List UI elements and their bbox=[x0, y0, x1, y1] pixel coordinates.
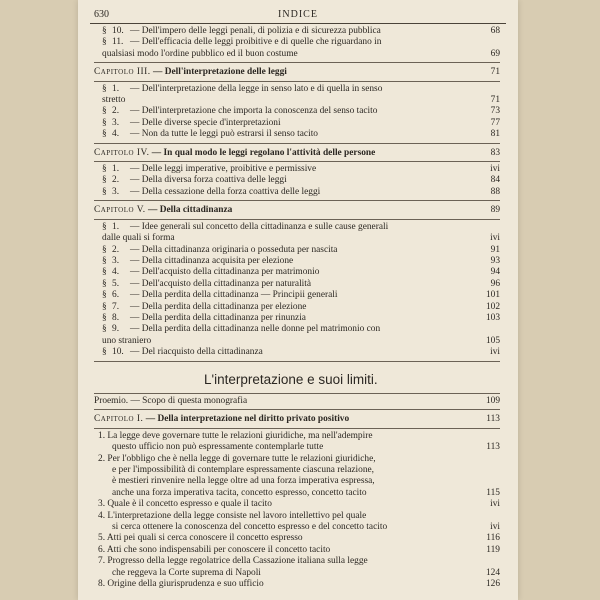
section-number: 3. bbox=[112, 186, 120, 197]
section-number: 10. bbox=[112, 26, 124, 36]
section-number: 3. bbox=[112, 117, 120, 128]
section-symbol: § bbox=[102, 267, 107, 278]
toc-entry bbox=[94, 118, 500, 129]
entry-page: 77 bbox=[490, 117, 500, 128]
toc-entry bbox=[94, 336, 500, 347]
section-symbol: § bbox=[102, 290, 107, 301]
section-symbol: § bbox=[102, 37, 107, 48]
toc-entry bbox=[94, 568, 500, 579]
header-rule bbox=[90, 23, 506, 24]
chapter-title: — Della interpretazione nel diritto privato positivo bbox=[145, 414, 350, 425]
entry-text bbox=[94, 545, 472, 556]
entry-page: 88 bbox=[490, 186, 500, 197]
entry-number: 1. bbox=[98, 430, 106, 441]
entry-text bbox=[94, 187, 472, 198]
section-symbol: § bbox=[102, 301, 107, 312]
entry-text bbox=[94, 222, 472, 233]
toc-entry bbox=[94, 533, 500, 544]
entry-line: — Della cessazione della forza coattiva delle leggi bbox=[130, 186, 321, 197]
section-number: 11. bbox=[112, 37, 124, 48]
section-symbol: § bbox=[102, 347, 107, 358]
toc-entry bbox=[94, 313, 500, 324]
entry-line: La legge deve governare tutte le relazioni giuridiche, ma nell'adempire bbox=[107, 430, 373, 441]
entry-number: 3. bbox=[98, 499, 106, 510]
entry-page: 102 bbox=[485, 301, 500, 312]
entry-line: L'interpretazione della legge consiste nel lavoro intellettivo pel quale bbox=[107, 510, 367, 521]
section-number: 1. bbox=[112, 83, 120, 94]
section-number: 4. bbox=[112, 129, 120, 140]
toc-entry bbox=[94, 222, 500, 233]
section-number: 6. bbox=[112, 290, 120, 301]
entry-page: 126 bbox=[485, 579, 500, 590]
entry-line: Atti che sono indispensabili per conoscere il concetto tacito bbox=[106, 544, 331, 555]
entry-line: stretto bbox=[102, 95, 126, 106]
toc-entry bbox=[94, 556, 500, 567]
entry-page: ivi bbox=[490, 164, 500, 175]
toc-entry bbox=[94, 511, 500, 522]
section-number: 2. bbox=[112, 175, 120, 186]
entry-text bbox=[94, 313, 472, 324]
toc-entry bbox=[94, 84, 500, 95]
entry-line: — Dell'interpretazione della legge in senso lato e di quella in senso bbox=[130, 83, 383, 94]
toc-entry bbox=[94, 290, 500, 301]
entry-line: uno straniero bbox=[102, 335, 152, 346]
entry-line: — Dell'impero delle leggi penali, di polizia e di sicurezza pubblica bbox=[130, 26, 381, 36]
entry-text bbox=[94, 129, 472, 140]
entry-line: Origine della giurisprudenza e suo ufficio bbox=[107, 579, 264, 590]
entry-number: 7. bbox=[98, 556, 106, 567]
divider bbox=[94, 409, 500, 410]
section-symbol: § bbox=[102, 244, 107, 255]
section-symbol: § bbox=[102, 106, 107, 117]
entry-line: Per l'obbligo che è nella legge di governare tutte le relazioni giuridiche, bbox=[107, 453, 376, 464]
chapter-label: Capitolo III. bbox=[94, 67, 151, 78]
section-symbol: § bbox=[102, 221, 107, 232]
entry-text bbox=[94, 256, 472, 267]
entry-line: — Della perdita della cittadinanza per rinunzia bbox=[130, 312, 306, 323]
book-page bbox=[78, 0, 518, 600]
entry-text bbox=[94, 106, 472, 117]
entry-line: — Dell'efficacia delle leggi proibitive e di quelle che riguardano in bbox=[130, 37, 382, 48]
entry-line: qualsiasi modo l'ordine pubblico ed il buon costume bbox=[102, 48, 298, 59]
section-symbol: § bbox=[102, 186, 107, 197]
entry-text bbox=[94, 488, 472, 499]
entry-text bbox=[94, 95, 472, 106]
entry-page: 71 bbox=[490, 95, 500, 106]
entry-line: — Della cittadinanza acquisita per elezione bbox=[130, 255, 294, 266]
entry-text bbox=[94, 279, 472, 290]
entry-page: 116 bbox=[486, 533, 500, 544]
section-number: 5. bbox=[112, 278, 120, 289]
section-symbol: § bbox=[102, 26, 107, 36]
entry-text bbox=[94, 454, 472, 465]
section-symbol: § bbox=[102, 312, 107, 323]
running-header bbox=[78, 6, 518, 22]
entry-line: — Della perdita della cittadinanza — Principii generali bbox=[130, 290, 338, 301]
toc-entry bbox=[94, 49, 500, 60]
part-title: L'interpretazione e suoi limiti. bbox=[204, 371, 378, 387]
divider bbox=[94, 161, 500, 162]
entry-page: 119 bbox=[486, 544, 500, 555]
entry-text bbox=[94, 49, 472, 60]
entry-number: 6. bbox=[98, 544, 106, 555]
chapter-heading bbox=[94, 205, 500, 216]
table-of-contents bbox=[94, 26, 500, 590]
entry-line: — Della cittadinanza originaria o posseduta per nascita bbox=[130, 244, 338, 255]
entry-page: 101 bbox=[485, 290, 500, 301]
divider bbox=[94, 428, 500, 429]
chapter-label: Capitolo I. bbox=[94, 414, 144, 425]
entry-page: ivi bbox=[490, 522, 500, 533]
section-number: 7. bbox=[112, 301, 120, 312]
entry-page: ivi bbox=[490, 347, 500, 358]
toc-entry bbox=[94, 302, 500, 313]
divider bbox=[94, 81, 500, 82]
entry-line: — Della perdita della cittadinanza per elezione bbox=[130, 301, 307, 312]
entry-text bbox=[94, 511, 472, 522]
entry-text bbox=[94, 267, 472, 278]
section-number: 2. bbox=[112, 244, 120, 255]
toc-entry bbox=[94, 347, 500, 358]
entry-line: Atti pei quali si cerca conoscere il concetto espresso bbox=[106, 533, 303, 544]
proemio-text: Proemio. — Scopo di questa monografia bbox=[94, 395, 248, 406]
entry-number: 5. bbox=[98, 533, 106, 544]
divider bbox=[94, 219, 500, 220]
divider bbox=[94, 361, 500, 362]
toc-entry bbox=[94, 164, 500, 175]
entry-number: 4. bbox=[98, 510, 106, 521]
section-symbol: § bbox=[102, 324, 107, 335]
entry-line: dalle quali si forma bbox=[102, 233, 175, 244]
running-title: INDICE bbox=[278, 9, 318, 20]
entry-line: questo ufficio non può espressamente contemplarle tutte bbox=[112, 442, 324, 453]
entry-text bbox=[94, 245, 472, 256]
entry-text bbox=[94, 336, 472, 347]
section-number: 8. bbox=[112, 312, 120, 323]
chapter-page: 89 bbox=[490, 205, 500, 216]
divider bbox=[94, 200, 500, 201]
entry-line: è mestieri rinvenire nella legge oltre ad una forza imperativa espressa, bbox=[112, 476, 375, 487]
toc-entry bbox=[94, 279, 500, 290]
divider bbox=[94, 62, 500, 63]
chapter-page: 71 bbox=[490, 67, 500, 78]
entry-text bbox=[94, 533, 472, 544]
entry-page: 124 bbox=[485, 567, 500, 578]
chapter-text bbox=[94, 148, 472, 159]
section-symbol: § bbox=[102, 164, 107, 175]
chapter-page: 83 bbox=[490, 147, 500, 158]
entry-page: 94 bbox=[490, 267, 500, 278]
section-number: 1. bbox=[112, 221, 120, 232]
section-symbol: § bbox=[102, 117, 107, 128]
entry-text bbox=[94, 37, 472, 48]
toc-entry bbox=[94, 442, 500, 453]
entry-text bbox=[94, 476, 472, 487]
entry-page: 96 bbox=[490, 278, 500, 289]
entry-line: — Delle diverse specie d'interpretazioni bbox=[130, 117, 281, 128]
entry-text bbox=[94, 233, 472, 244]
toc-entry bbox=[94, 37, 500, 48]
divider bbox=[94, 143, 500, 144]
chapter-page: 113 bbox=[486, 414, 500, 425]
entry-text bbox=[94, 499, 472, 510]
toc-entry bbox=[94, 476, 500, 487]
section-symbol: § bbox=[102, 129, 107, 140]
entry-text bbox=[94, 302, 472, 313]
toc-entry bbox=[94, 579, 500, 590]
entry-line: che reggeva la Corte suprema di Napoli bbox=[112, 567, 261, 578]
entry-page: 105 bbox=[485, 335, 500, 346]
toc-entry bbox=[94, 267, 500, 278]
toc-entry bbox=[94, 522, 500, 533]
entry-page: 81 bbox=[490, 129, 500, 140]
section-symbol: § bbox=[102, 83, 107, 94]
toc-entry bbox=[94, 488, 500, 499]
entry-text bbox=[94, 579, 472, 590]
entry-page: 68 bbox=[490, 26, 500, 36]
entry-text bbox=[94, 26, 472, 37]
chapter-heading bbox=[94, 414, 500, 425]
chapter-text bbox=[94, 414, 472, 425]
section-number: 2. bbox=[112, 106, 120, 117]
section-number: 10. bbox=[112, 347, 124, 358]
entry-text bbox=[94, 522, 472, 533]
entry-line: — Non da tutte le leggi può estrarsi il senso tacito bbox=[130, 129, 318, 140]
entry-text bbox=[94, 465, 472, 476]
section-number: 3. bbox=[112, 255, 120, 266]
entry-line: — Idee generali sul concetto della cittadinanza e sulle cause generali bbox=[130, 221, 389, 232]
toc-entry bbox=[94, 545, 500, 556]
chapter-heading bbox=[94, 148, 500, 159]
entry-page: 115 bbox=[486, 487, 500, 498]
entry-line: Quale è il concetto espresso e quale il tacito bbox=[107, 499, 272, 510]
entry-line: Progresso della legge regolatrice della Cassazione italiana sulla legge bbox=[107, 556, 368, 567]
section-number: 4. bbox=[112, 267, 120, 278]
toc-entry bbox=[94, 95, 500, 106]
entry-line: e per l'impossibilità di contemplare espressamente ciascuna relazione, bbox=[112, 465, 375, 475]
section-symbol: § bbox=[102, 255, 107, 266]
section-symbol: § bbox=[102, 278, 107, 289]
entry-page: ivi bbox=[490, 233, 500, 244]
entry-page: ivi bbox=[490, 499, 500, 510]
toc-entry bbox=[94, 187, 500, 198]
toc-entry bbox=[94, 245, 500, 256]
entry-text bbox=[94, 290, 472, 301]
entry-number: 2. bbox=[98, 453, 106, 464]
entry-text bbox=[94, 175, 472, 186]
page-number: 630 bbox=[94, 9, 109, 20]
entry-page: 84 bbox=[490, 175, 500, 186]
chapter-title: — Dell'interpretazione delle leggi bbox=[152, 67, 287, 78]
entry-number: 8. bbox=[98, 579, 106, 590]
entry-page: 73 bbox=[490, 106, 500, 117]
entry-page: 69 bbox=[490, 48, 500, 59]
divider bbox=[94, 393, 500, 394]
entry-text bbox=[94, 84, 472, 95]
toc-entry bbox=[94, 256, 500, 267]
section-symbol: § bbox=[102, 175, 107, 186]
entry-text bbox=[94, 118, 472, 129]
entry-line: — Della diversa forza coattiva delle leggi bbox=[130, 175, 287, 186]
chapter-text bbox=[94, 205, 472, 216]
entry-text bbox=[94, 556, 472, 567]
entry-text bbox=[94, 324, 472, 335]
entry-page: 91 bbox=[490, 244, 500, 255]
chapter-title: — In qual modo le leggi regolano l'attività delle persone bbox=[151, 147, 376, 158]
toc-entry bbox=[94, 26, 500, 37]
proemio-entry bbox=[94, 396, 500, 407]
entry-line: — Dell'interpretazione che importa la conoscenza del senso tacito bbox=[130, 106, 378, 117]
entry-line: — Dell'acquisto della cittadinanza per naturalità bbox=[130, 278, 312, 289]
entry-line: anche una forza imperativa tacita, concetto espresso, concetto tacito bbox=[112, 487, 367, 498]
entry-page: 113 bbox=[486, 442, 500, 453]
entry-text bbox=[94, 164, 472, 175]
chapter-heading bbox=[94, 67, 500, 78]
entry-text bbox=[94, 431, 472, 442]
toc-entry bbox=[94, 499, 500, 510]
toc-entry bbox=[94, 233, 500, 244]
entry-text bbox=[94, 347, 472, 358]
toc-entry bbox=[94, 431, 500, 442]
entry-line: — Del riacquisto della cittadinanza bbox=[130, 347, 263, 358]
chapter-text bbox=[94, 67, 472, 78]
entry-line: — Delle leggi imperative, proibitive e permissive bbox=[130, 164, 317, 175]
toc-entry bbox=[94, 324, 500, 335]
toc-entry bbox=[94, 175, 500, 186]
entry-page: 103 bbox=[485, 312, 500, 323]
toc-entry bbox=[94, 106, 500, 117]
chapter-label: Capitolo V. bbox=[94, 205, 146, 216]
entry-text bbox=[94, 442, 472, 453]
toc-entry bbox=[94, 465, 500, 476]
entry-line: — Della perdita della cittadinanza nelle donne pel matrimonio con bbox=[130, 324, 381, 335]
section-number: 9. bbox=[112, 324, 120, 335]
chapter-title: — Della cittadinanza bbox=[148, 205, 233, 216]
entry-line: — Dell'acquisto della cittadinanza per matrimonio bbox=[130, 267, 320, 278]
toc-entry bbox=[94, 129, 500, 140]
chapter-label: Capitolo IV. bbox=[94, 147, 150, 158]
entry-page: 93 bbox=[490, 255, 500, 266]
entry-text bbox=[94, 568, 472, 579]
entry-line: si cerca ottenere la conoscenza del concetto espresso e del concetto tacito bbox=[112, 522, 388, 533]
section-number: 1. bbox=[112, 164, 120, 175]
proemio-page: 109 bbox=[485, 395, 500, 406]
toc-entry bbox=[94, 454, 500, 465]
